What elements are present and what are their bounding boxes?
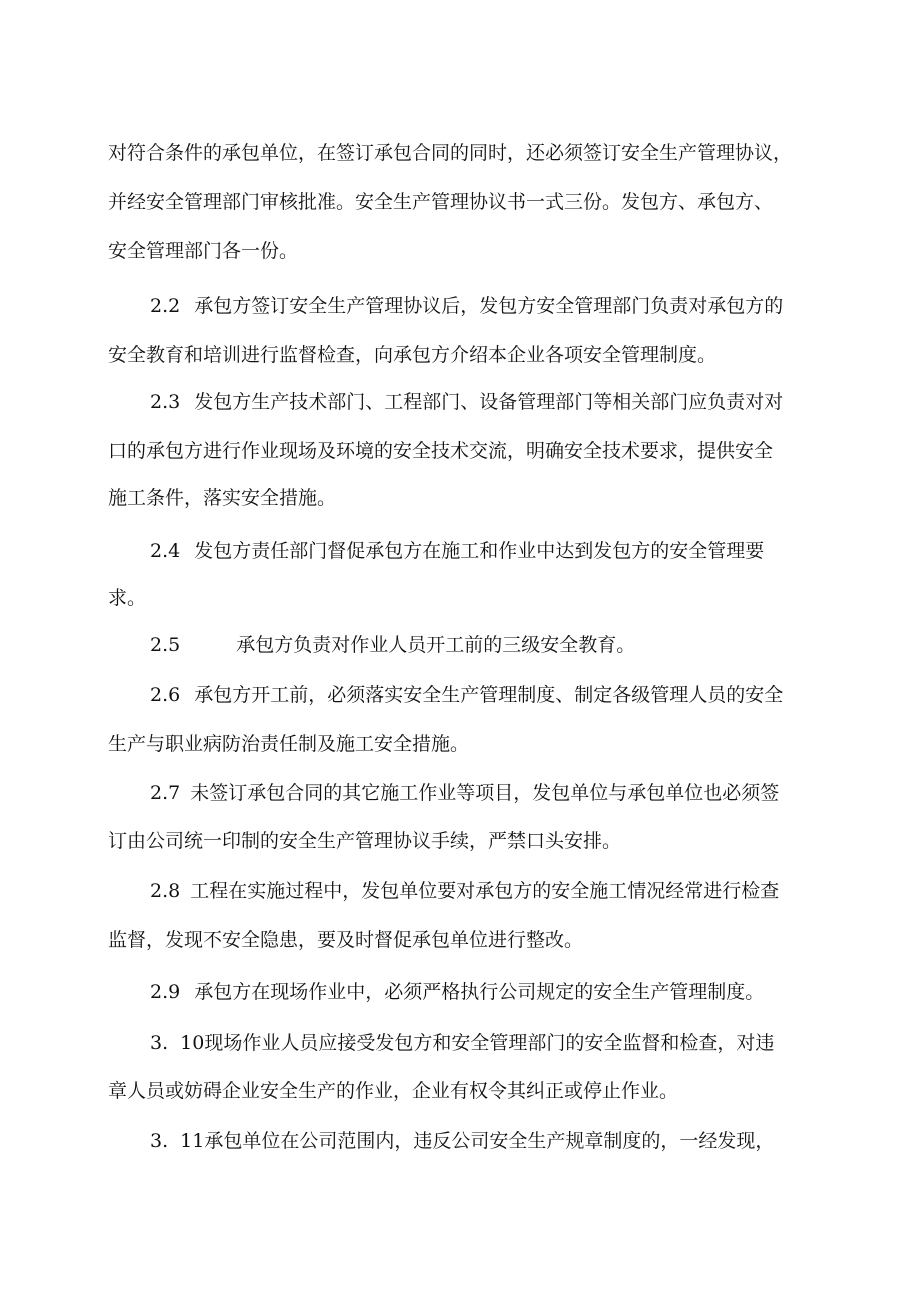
clause-number: 2.6 [150, 684, 181, 706]
clause-2-3 [150, 389, 783, 415]
clause-2-8 [150, 878, 779, 904]
clause-number-prefix: 3. [150, 1130, 169, 1152]
text-line: 承包方在现场作业中，必须严格执行公司规定的安全生产管理制度。 [194, 981, 765, 1003]
text-line: 工程在实施过程中，发包单位要对承包方的安全施工情况经常进行检查 [190, 880, 780, 902]
clause-number: 2.5 [150, 634, 181, 656]
clause-2-6 [150, 682, 783, 708]
clause-3-11 [150, 1128, 774, 1154]
text-line: 承包方开工前，必须落实安全生产管理制度、制定各级管理人员的安全 [194, 684, 784, 706]
clause-2-7 [150, 780, 779, 806]
text-line: 监督，发现不安全隐患，要及时督促承包单位进行整改。 [108, 929, 584, 951]
text-line: 安全教育和培训进行监督检查，向承包方介绍本企业各项安全管理制度。 [108, 344, 717, 366]
clause-number: 2.4 [150, 540, 181, 562]
text-line: 对符合条件的承包单位，在签订承包合同的同时，还必须签订安全生产管理协议， [108, 142, 793, 164]
clause-number: 2.2 [150, 295, 181, 317]
text-line: 发包方责任部门督促承包方在施工和作业中达到发包方的安全管理要 [194, 540, 765, 562]
text-line: 章人员或妨碍企业安全生产的作业，企业有权令其纠正或停止作业。 [108, 1080, 679, 1102]
clause-number: 2.7 [150, 782, 181, 804]
clause-number: 2.9 [150, 981, 181, 1003]
text-line: 生产与职业病防治责任制及施工安全措施。 [108, 733, 470, 755]
text-line: 订由公司统一印制的安全生产管理协议手续，严禁口头安排。 [108, 830, 622, 852]
text-line: 承包方签订安全生产管理协议后，发包方安全管理部门负责对承包方的 [194, 295, 784, 317]
text-line: 口的承包方进行作业现场及环境的安全技术交流，明确安全技术要求，提供安全 [108, 440, 774, 462]
clause-number: 2.8 [150, 880, 181, 902]
clause-number [150, 1030, 204, 1056]
clause-number-suffix: 10 [180, 1032, 205, 1054]
text-line: 发包方生产技术部门、工程部门、设备管理部门等相关部门应负责对对 [194, 391, 784, 413]
clause-number [150, 1128, 204, 1154]
text-line: 承包方负责对作业人员开工前的三级安全教育。 [236, 634, 636, 656]
text-line: 现场作业人员应接受发包方和安全管理部门的安全监督和检查，对违 [204, 1032, 775, 1054]
clause-number-prefix: 3. [150, 1032, 169, 1054]
clause-2-2 [150, 293, 783, 319]
text-line: 未签订承包合同的其它施工作业等项目，发包单位与承包单位也必须签 [190, 782, 780, 804]
text-line: 求。 [108, 587, 147, 609]
clause-3-10 [150, 1030, 774, 1056]
clause-2-9 [150, 979, 764, 1005]
clause-number: 2.3 [150, 391, 181, 413]
clause-2-4 [150, 538, 764, 564]
clause-2-5 [150, 632, 635, 658]
text-line: 施工条件，落实安全措施。 [108, 487, 337, 509]
text-line: 并经安全管理部门审核批准。安全生产管理协议书一式三份。发包方、承包方、 [108, 191, 774, 213]
clause-number-suffix: 11 [180, 1130, 205, 1152]
text-line: 安全管理部门各一份。 [108, 240, 299, 262]
text-line: 承包单位在公司范围内，违反公司安全生产规章制度的，一经发现， [204, 1130, 775, 1152]
